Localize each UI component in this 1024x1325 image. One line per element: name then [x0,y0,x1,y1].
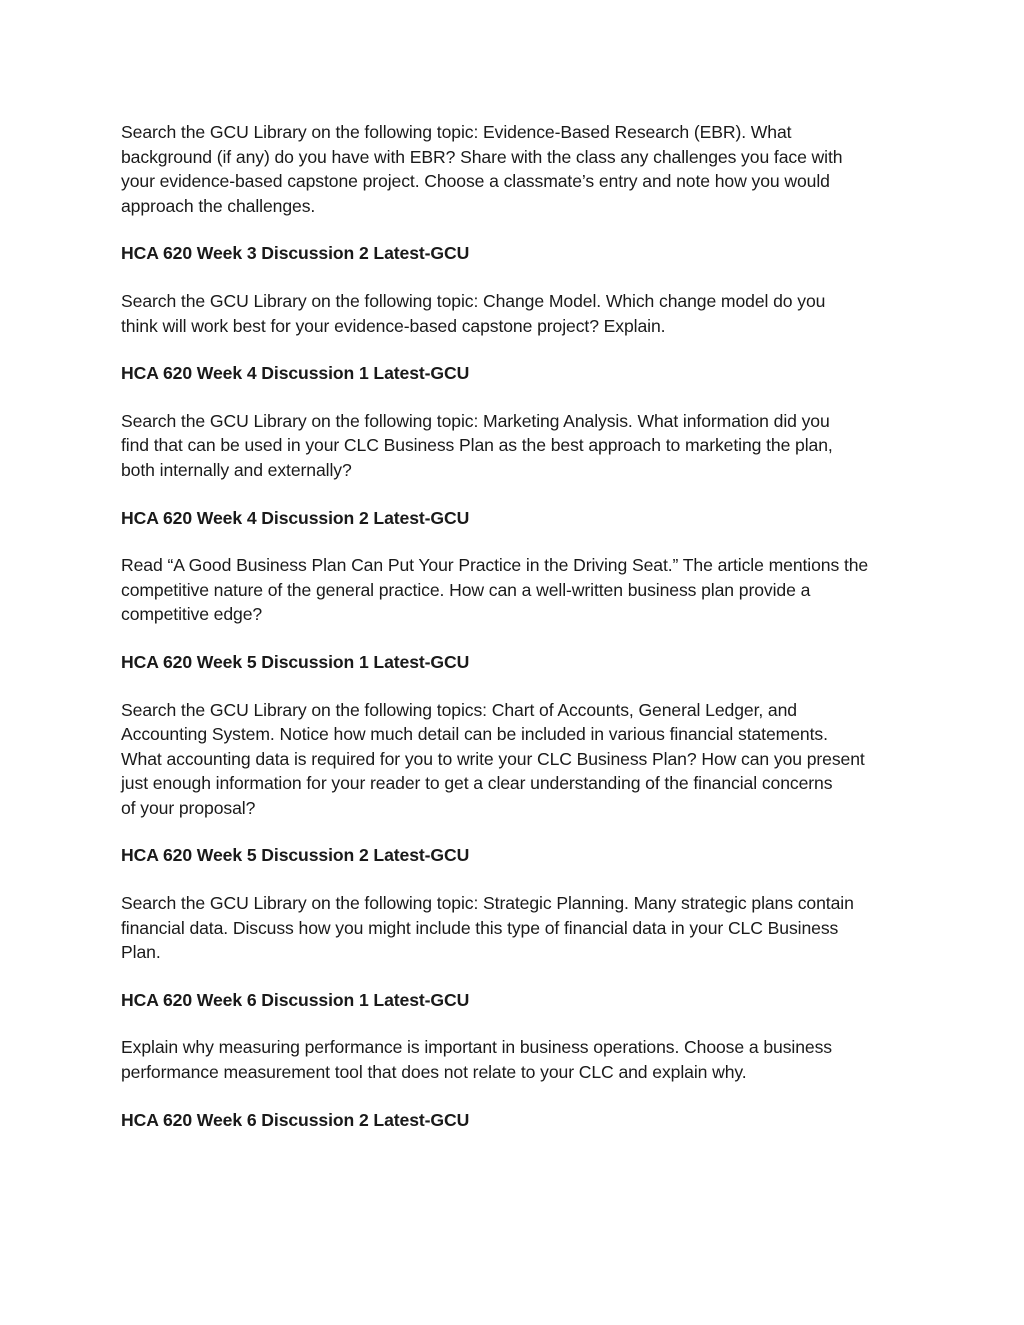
paragraph-line: What accounting data is required for you to write your CLC Business Plan? How can you present [121,748,865,769]
paragraph-line: Read “A Good Business Plan Can Put Your Practice in the Driving Seat.” The article mentions the [121,555,869,576]
paragraph-line: Explain why measuring performance is important in business operations. Choose a business [121,1037,832,1058]
paragraph-line: financial data. Discuss how you might include this type of financial data in your CLC Business [121,917,839,938]
paragraph-line: competitive edge? [121,604,263,625]
heading-week6-discussion2: HCA 620 Week 6 Discussion 2 Latest-GCU [121,1109,470,1130]
heading-week4-discussion2: HCA 620 Week 4 Discussion 2 Latest-GCU [121,507,470,528]
paragraph-line: competitive nature of the general practice. How can a well-written business plan provide a [121,579,811,600]
paragraph-line: Search the GCU Library on the following topics: Chart of Accounts, General Ledger, and [121,699,797,720]
paragraph-line: find that can be used in your CLC Business Plan as the best approach to marketing the plan, [121,435,833,456]
paragraph-change-model [121,289,911,338]
paragraph-business-plan-article [121,553,911,627]
document-body [121,120,911,1155]
paragraph-strategic-planning [121,891,911,965]
paragraph-line: both internally and externally? [121,459,352,480]
paragraph-ebr [121,120,911,218]
paragraph-marketing-analysis [121,409,911,483]
paragraph-line: background (if any) do you have with EBR? Share with the class any challenges you face with [121,146,843,167]
heading-week6-discussion1: HCA 620 Week 6 Discussion 1 Latest-GCU [121,989,470,1010]
paragraph-line: Search the GCU Library on the following topic: Marketing Analysis. What information did you [121,410,830,431]
paragraph-line: of your proposal? [121,797,256,818]
heading-week3-discussion2: HCA 620 Week 3 Discussion 2 Latest-GCU [121,243,470,264]
paragraph-line: Accounting System. Notice how much detail can be included in various financial statements. [121,724,828,745]
paragraph-measuring-performance [121,1035,911,1084]
paragraph-line: your evidence-based capstone project. Choose a classmate’s entry and note how you would [121,171,830,192]
heading-week5-discussion1: HCA 620 Week 5 Discussion 1 Latest-GCU [121,651,470,672]
paragraph-line: approach the challenges. [121,195,316,216]
paragraph-line: just enough information for your reader to get a clear understanding of the financial concerns [121,773,833,794]
paragraph-chart-of-accounts [121,698,911,821]
paragraph-line: Search the GCU Library on the following topic: Strategic Planning. Many strategic plans contain [121,893,854,914]
paragraph-line: Search the GCU Library on the following topic: Change Model. Which change model do you [121,290,826,311]
heading-week4-discussion1: HCA 620 Week 4 Discussion 1 Latest-GCU [121,363,470,384]
paragraph-line: Search the GCU Library on the following topic: Evidence-Based Research (EBR). What [121,122,792,142]
paragraph-line: think will work best for your evidence-based capstone project? Explain. [121,315,666,336]
paragraph-line: Plan. [121,942,161,963]
paragraph-line: performance measurement tool that does not relate to your CLC and explain why. [121,1062,747,1083]
heading-week5-discussion2: HCA 620 Week 5 Discussion 2 Latest-GCU [121,845,470,866]
